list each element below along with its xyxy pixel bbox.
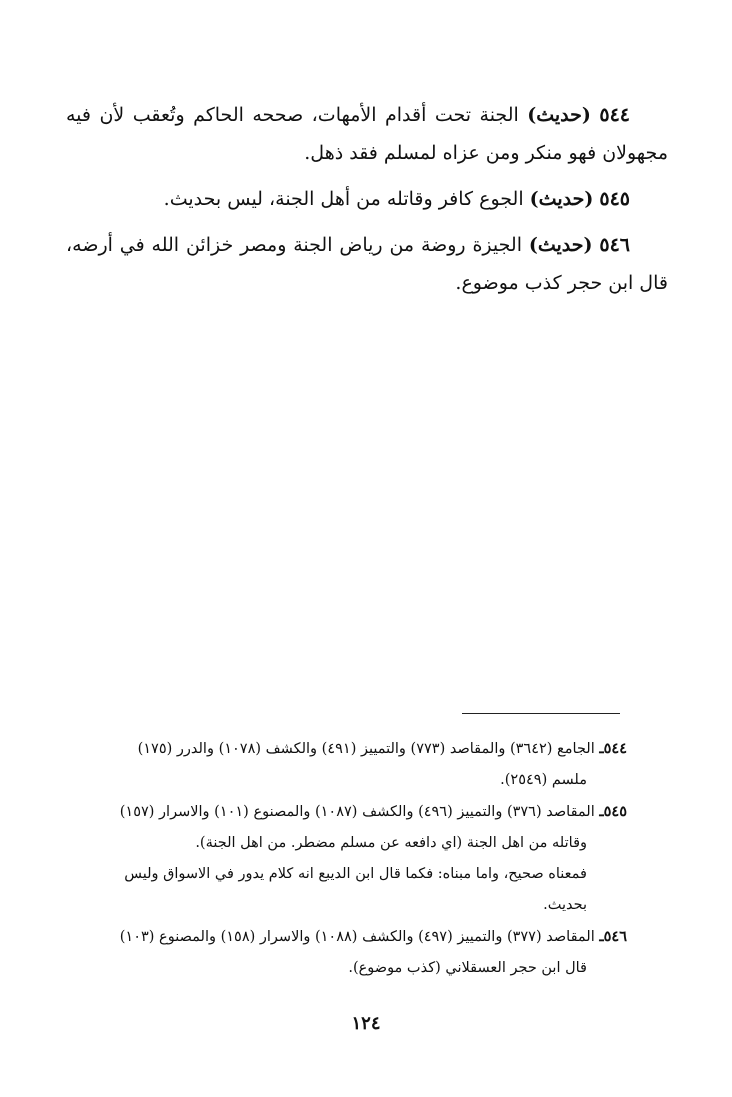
entry-text: الجيزة روضة من رياض الجنة ومصر خزائن الله في أرضه، قال ابن حجر كذب موضوع. xyxy=(66,234,668,294)
entry-keyword: (حديث) xyxy=(527,104,591,126)
page-number: ١٢٤ xyxy=(351,1013,381,1034)
footnote-number: ٥٤٥ـ xyxy=(599,803,627,820)
footnotes xyxy=(72,733,627,984)
entry-number: ٥٤٦ xyxy=(599,234,631,256)
main-text xyxy=(66,96,668,302)
footnote-line: المقاصد (٣٧٦) والتمييز (٤٩٦) والكشف (١٠٨٧) والمصنوع (١٠١) والاسرار (١٥٧) xyxy=(119,804,595,820)
entry-keyword: (حديث) xyxy=(529,188,594,210)
entry-number: ٥٤٥ xyxy=(599,188,630,210)
footnote-line: قال ابن حجر العسقلاني (كذب موضوع). xyxy=(348,960,587,976)
footnote-line: الجامع (٣٦٤٢) والمقاصد (٧٧٣) والتمييز (٤٩١) والكشف (١٠٧٨) والدرر (١٧٥) xyxy=(137,741,595,757)
footnote-line: بحديث. xyxy=(543,897,587,913)
entry-545 xyxy=(66,180,668,218)
entry-text: الجوع كافر وقاتله من أهل الجنة، ليس بحديث. xyxy=(163,188,524,210)
footnote-545 xyxy=(72,796,627,921)
footnote-line: المقاصد (٣٧٧) والتمييز (٤٩٧) والكشف (١٠٨٨) والاسرار (١٥٨) والمصنوع (١٠٣) xyxy=(119,929,595,945)
entry-number: ٥٤٤ xyxy=(599,104,630,126)
entry-546 xyxy=(66,226,668,302)
footnote-544 xyxy=(72,733,627,796)
footnote-line: فمعناه صحيح، واما مبناه: فكما قال ابن الديبع انه كلام يدور في الاسواق وليس xyxy=(124,866,587,882)
footnote-number: ٥٤٤ـ xyxy=(599,740,627,757)
entry-keyword: (حديث) xyxy=(528,234,593,256)
footnote-divider xyxy=(462,713,620,714)
footnote-line: وقاتله من اهل الجنة (اي دافعه عن مسلم مضطر. من اهل الجنة). xyxy=(195,835,587,851)
footnote-number: ٥٤٦ـ xyxy=(599,928,627,945)
footnote-line: ملسم (٢٥٤٩). xyxy=(500,772,587,788)
entry-544 xyxy=(66,96,668,172)
entry-text: الجنة تحت أقدام الأمهات، صححه الحاكم وتُعقب لأن فيه مجهولان فهو منكر ومن عزاه لمسلم فقد ذهل. xyxy=(66,104,668,164)
footnote-546 xyxy=(72,921,627,984)
